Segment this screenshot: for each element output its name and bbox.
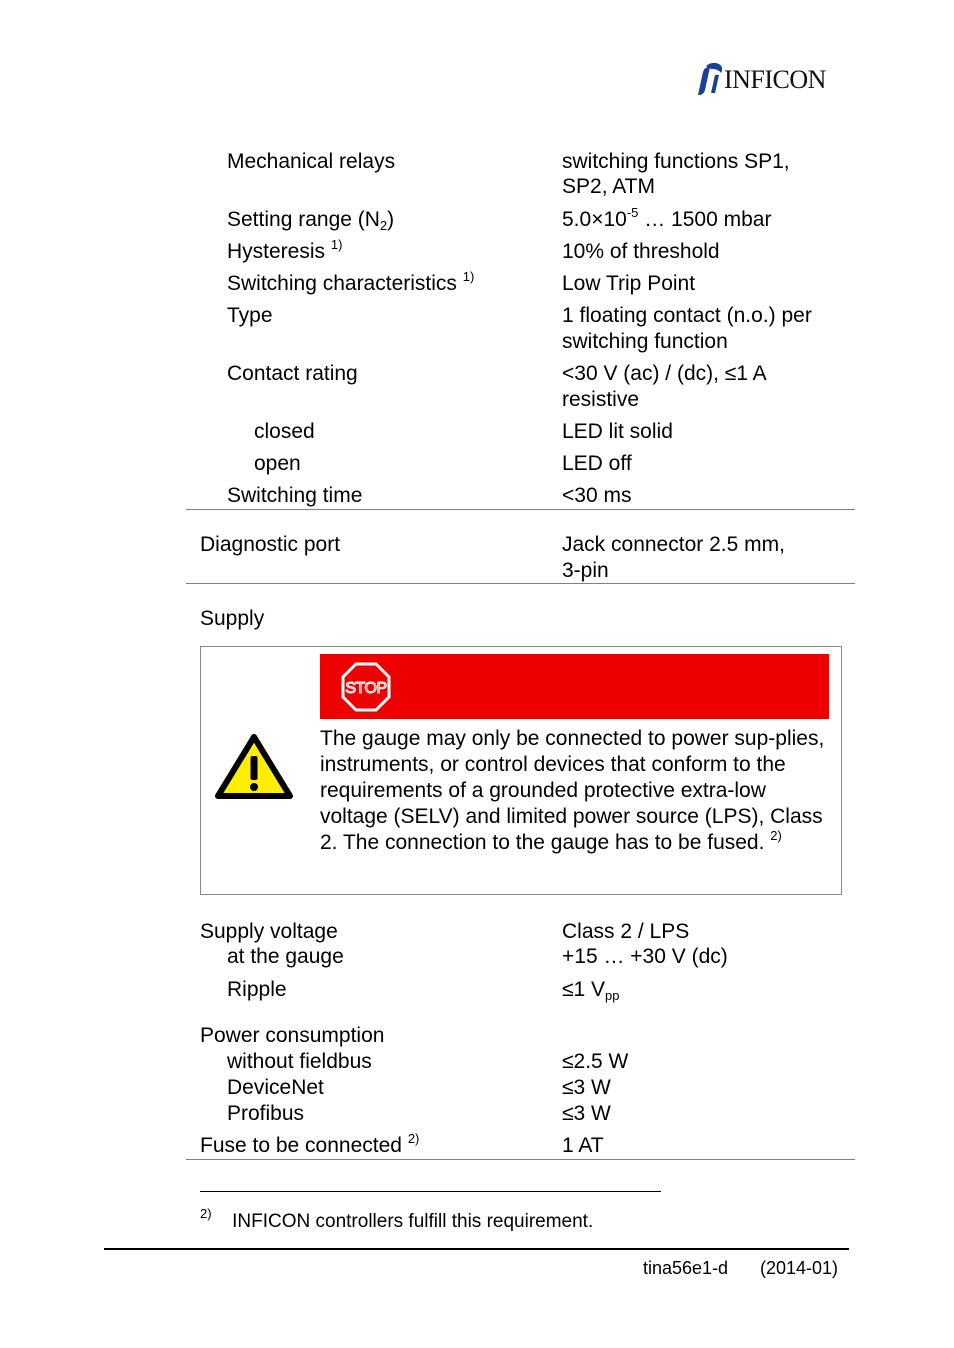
footer-rule — [104, 1248, 849, 1250]
supply-heading: Supply — [200, 607, 265, 630]
hysteresis-label: Hysteresis $^{1)}$ — [227, 237, 343, 263]
section-divider — [186, 1159, 855, 1160]
contact-rating-label: Contact rating — [227, 362, 358, 385]
switching-time-value: <30 ms — [562, 484, 632, 507]
type-label: Type — [227, 304, 273, 327]
switching-characteristics-label: Switching characteristics $^{1)}$ — [227, 269, 475, 295]
closed-value: LED lit solid — [562, 420, 673, 443]
closed-label: closed — [254, 420, 315, 443]
open-value: LED off — [562, 452, 632, 475]
warning-text: The gauge may only be connected to power sup-plies, instruments, or control devices that conform to the requirements of a grounded protective extra-low voltage (SELV) and limited power source (LPS), Class 2. The connection to the gauge has to be fused. $^{2)}$ — [320, 727, 825, 854]
stop-sign-text: STOP — [345, 680, 387, 697]
supply-voltage-label: Supply voltage — [200, 920, 338, 943]
at-gauge-value: +15 … +30 V (dc) — [562, 945, 728, 968]
without-fieldbus-value: ≤2.5 W — [562, 1050, 629, 1073]
setting-range-label: Setting range $(N_2)$ — [227, 208, 395, 233]
brand-name: INFICON — [724, 65, 826, 94]
diagnostic-port-value-line1: Jack connector 2.5 mm, — [562, 533, 785, 556]
relays-value-line2: SP2, ATM — [562, 175, 655, 198]
footnote — [200, 1206, 594, 1235]
footnote-mark: 2) — [200, 1206, 212, 1221]
footnote-text: INFICON controllers fulfill this requirement. — [232, 1211, 594, 1232]
fuse-label: Fuse to be connected $^{2)}$ — [200, 1131, 420, 1157]
section-divider — [186, 509, 855, 510]
ripple-label: Ripple — [227, 978, 287, 1001]
type-value-line1: 1 floating contact (n.o.) per — [562, 304, 812, 327]
inficon-logo — [694, 62, 846, 98]
ripple-value: ≤1 $V_{pp}$ — [562, 978, 620, 1003]
inficon-logo-mark-icon — [694, 62, 724, 96]
switching-characteristics-value: Low Trip Point — [562, 272, 696, 295]
footnote-separator — [200, 1191, 661, 1192]
contact-rating-value-line2: resistive — [562, 388, 640, 411]
switching-time-label: Switching time — [227, 484, 363, 507]
at-gauge-label: at the gauge — [227, 945, 344, 968]
devicenet-value: ≤3 W — [562, 1076, 611, 1099]
footer-date: (2014-01) — [760, 1258, 839, 1278]
supply-voltage-value: Class 2 / LPS — [562, 920, 690, 943]
hysteresis-value: 10% of threshold — [562, 240, 720, 263]
without-fieldbus-label: without fieldbus — [227, 1050, 372, 1073]
relays-value-line1: switching functions SP1, — [562, 150, 790, 173]
relays-label: Mechanical relays — [227, 150, 396, 173]
power-consumption-label: Power consumption — [200, 1024, 385, 1047]
diagnostic-port-value-line2: 3-pin — [562, 559, 609, 582]
profibus-value: ≤3 W — [562, 1102, 611, 1125]
warning-bar — [320, 654, 829, 719]
section-divider — [186, 583, 855, 584]
type-value-line2: switching function — [562, 330, 728, 353]
footer-doc-id: tina56e1-d — [643, 1258, 729, 1278]
fuse-value: 1 AT — [562, 1134, 604, 1157]
profibus-label: Profibus — [227, 1102, 305, 1125]
stop-sign-icon — [341, 662, 391, 712]
contact-rating-value-line1: <30 V (ac) / (dc), ≤1 A — [562, 362, 767, 385]
setting-range-value: $5.0\times 10^{-5}$ … 1500 mbar — [562, 205, 772, 231]
warning-triangle-icon — [214, 732, 294, 800]
open-label: open — [254, 452, 301, 475]
diagnostic-port-label: Diagnostic port — [200, 533, 341, 556]
devicenet-label: DeviceNet — [227, 1076, 324, 1099]
